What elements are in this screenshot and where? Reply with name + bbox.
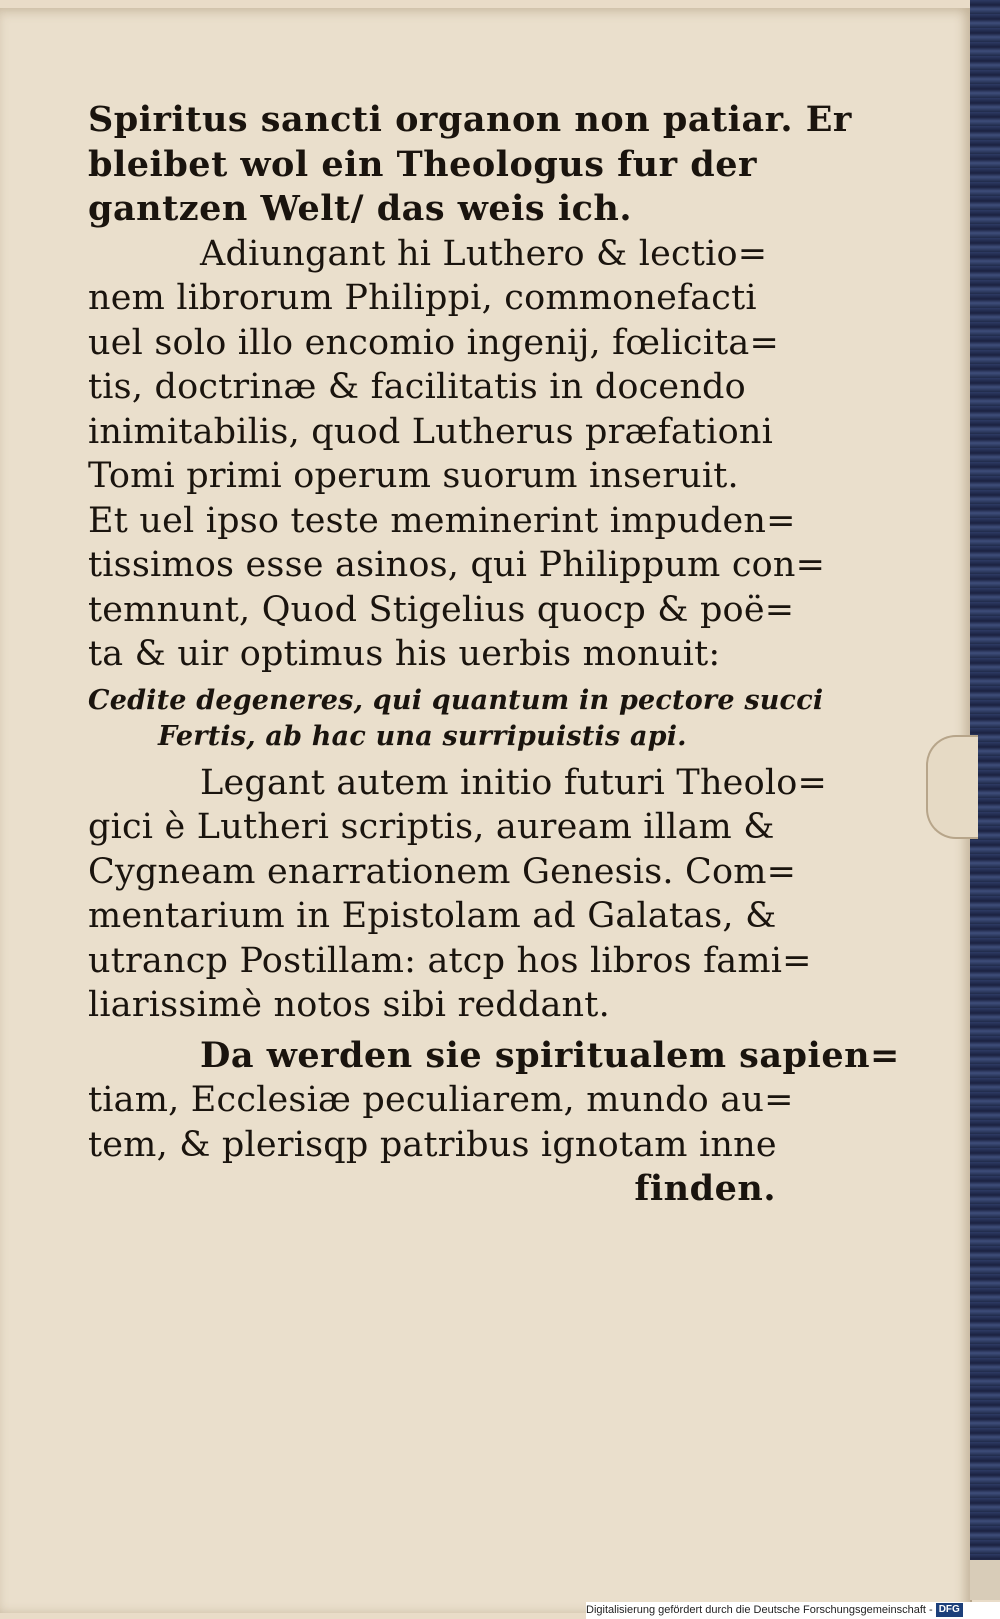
footer-text: Digitalisierung gefördert durch die Deutsche Forschungsgemeinschaft - [586, 1604, 933, 1616]
text-line: uel solo illo encomio ingenij, fœlicita= [88, 322, 779, 363]
text-line: liarissimè notos sibi reddant. [88, 985, 610, 1025]
binding-corner [970, 1560, 1000, 1600]
text-line: Da werden sie spiritualem sapien= [200, 1034, 900, 1076]
text-line: Spiritus sancti organon non patiar. Er [88, 99, 852, 140]
text-line: tis, doctrinæ & facilitatis in docendo [88, 367, 746, 407]
text-line: Tomi primi operum suorum inseruit. [88, 456, 739, 496]
text-line: nem librorum Philippi, commonefacti [88, 278, 757, 318]
page-tab [926, 735, 978, 839]
digitization-footer [586, 1602, 1000, 1619]
text-line: tem, & plerisqp patribus ignotam inne [88, 1124, 777, 1165]
text-line: inimitabilis, quod Lutherus præfationi [88, 411, 773, 452]
text-line: utrancp Postillam: atcp hos libros fami= [88, 940, 812, 981]
verse-line: Cedite degeneres, qui quantum in pectore succi [88, 684, 824, 716]
text-line: gici è Lutheri scriptis, auream illam & [88, 807, 775, 847]
text-line: finden. [634, 1168, 776, 1209]
text-line: temnunt, Quod Stigelius quocp & poë= [88, 589, 795, 630]
text-line: Adiungant hi Luthero & lectio= [200, 233, 768, 274]
page-text [88, 98, 900, 1212]
text-line: Legant autem initio futuri Theolo= [200, 762, 828, 803]
text-line: tiam, Ecclesiæ peculiarem, mundo au= [88, 1080, 794, 1120]
verse-line: Fertis, ab hac una surripuistis api. [158, 720, 687, 752]
text-line: mentarium in Epistolam ad Galatas, & [88, 896, 777, 936]
text-line: Cygneam enarrationem Genesis. Com= [88, 851, 797, 892]
text-line: bleibet wol ein Theologus fur der [88, 143, 757, 185]
text-line: ta & uir optimus his uerbis monuit: [88, 634, 721, 674]
text-line: Et uel ipso teste meminerint impuden= [88, 500, 796, 541]
dfg-logo: DFG [936, 1603, 963, 1617]
text-line: tissimos esse asinos, qui Philippum con= [88, 545, 826, 585]
text-line: gantzen Welt/ das weis ich. [88, 188, 633, 229]
